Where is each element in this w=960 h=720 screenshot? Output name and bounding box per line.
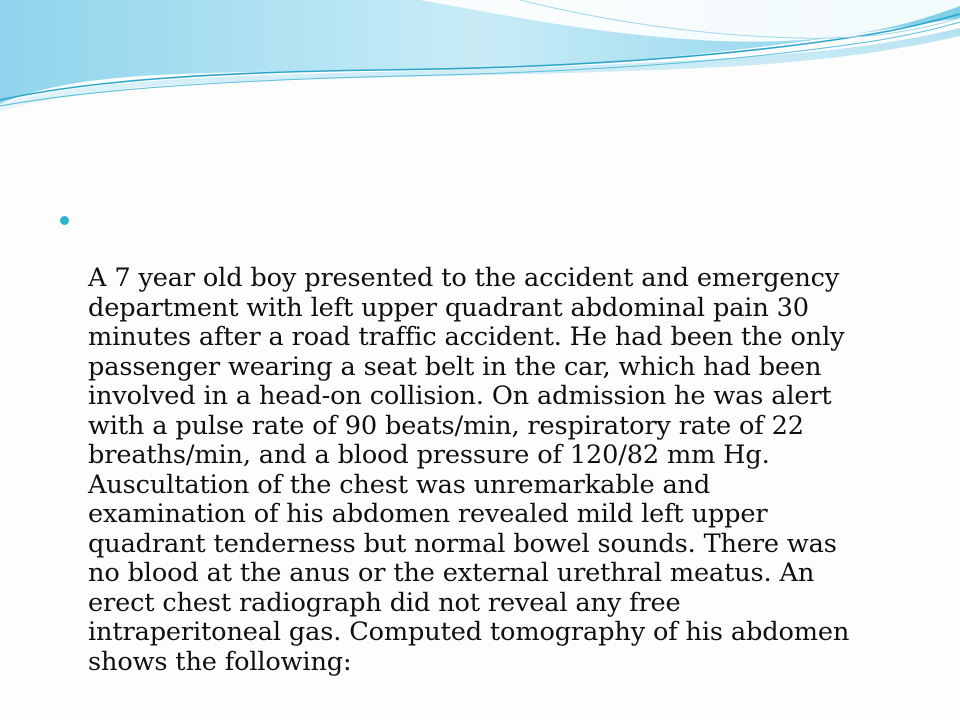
bullet-text: A 7 year old boy presented to the accident and emergency department with left upper quadrant abdominal pain 30 minutes after a road traffic accident. He had been the only passenger wearing a seat belt in the car, which had been involved in a head-on collision. On admission he was alert with a pulse rate of 90 beats/min, respiratory rate of 22 breaths/min, and a blood pressure of 120/82 mm Hg. Auscultation of the chest was unremarkable and examination of his abdomen revealed mild left upper quadrant tenderness but normal bowel sounds. There was no blood at the anus or the external urethral meatus. An erect chest radiograph did not reveal any free intraperitoneal gas. Computed tomography of his abdomen shows the following: — [88, 263, 850, 677]
bullet-dot-icon — [60, 216, 69, 225]
bullet-item-case-description — [52, 205, 922, 677]
bullet-list — [52, 205, 922, 677]
header-wave-decoration — [0, 0, 960, 120]
slide-content — [52, 205, 922, 677]
